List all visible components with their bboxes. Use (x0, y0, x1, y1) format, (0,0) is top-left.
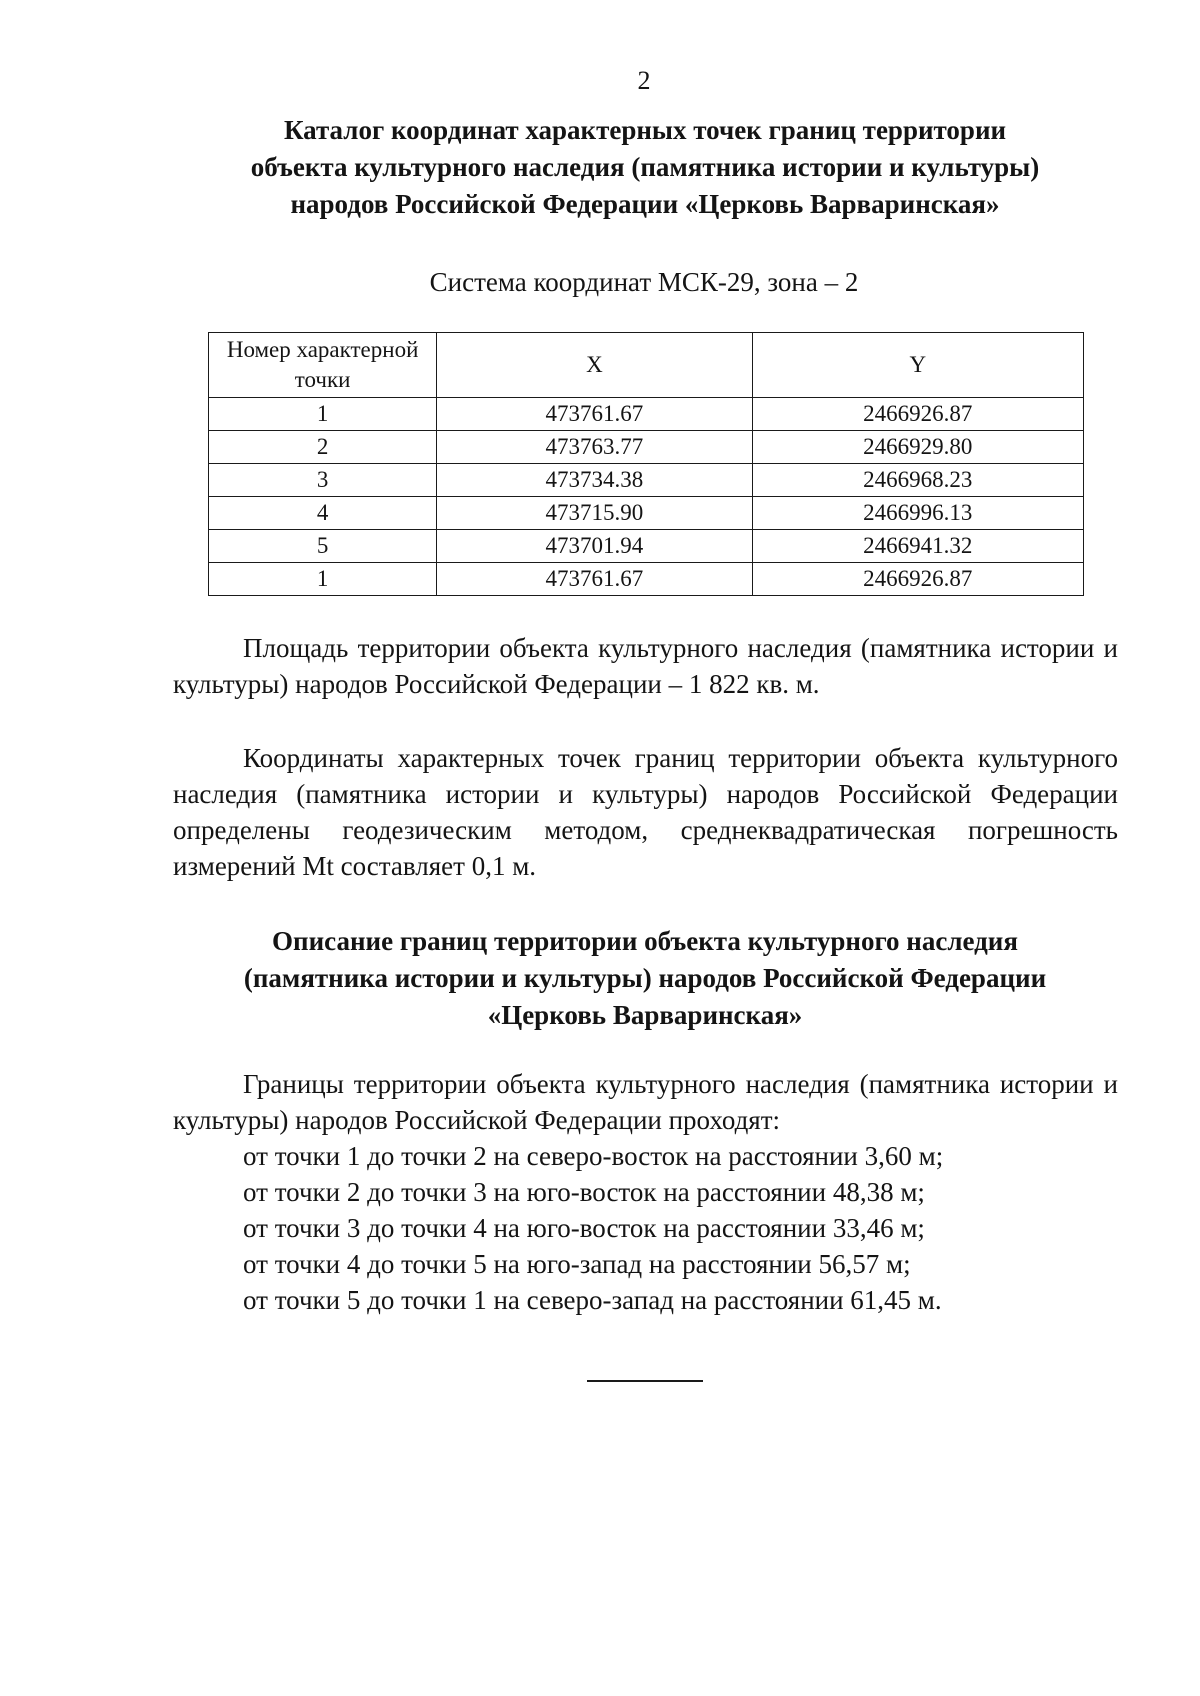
description-heading-line: Описание границ территории объекта культурного наследия (272, 926, 1018, 956)
header-y: Y (752, 333, 1083, 398)
cell-point: 2 (209, 431, 437, 464)
table-row (209, 563, 1084, 596)
cell-y: 2466926.87 (752, 563, 1083, 596)
cell-y: 2466968.23 (752, 464, 1083, 497)
description-heading-line: (памятника истории и культуры) народов Российской Федерации (243, 963, 1047, 993)
area-paragraph: Площадь территории объекта культурного наследия (памятника истории и культуры) народов Российской Федерации – 1 822 кв. м. (173, 633, 1118, 699)
cell-y: 2466996.13 (752, 497, 1083, 530)
catalog-heading-line: объекта культурного наследия (памятника истории и культуры) (250, 152, 1040, 182)
cell-x: 473715.90 (437, 497, 752, 530)
catalog-heading-line: Каталог координат характерных точек границ территории (283, 115, 1007, 145)
table-row (209, 398, 1084, 431)
list-item: от точки 3 до точки 4 на юго-восток на расстоянии 33,46 м; (243, 1213, 925, 1243)
table-row (209, 497, 1084, 530)
list-item: от точки 1 до точки 2 на северо-восток на расстоянии 3,60 м; (243, 1141, 944, 1171)
header-x: X (437, 333, 752, 398)
description-heading-line: «Церковь Варваринская» (487, 1000, 803, 1030)
cell-point: 1 (209, 398, 437, 431)
cell-point: 5 (209, 530, 437, 563)
boundary-segments-list (243, 1138, 943, 1318)
boundaries-intro: Границы территории объекта культурного наследия (памятника истории и культуры) народов Российской Федерации проходят: (173, 1069, 1118, 1135)
catalog-heading (150, 112, 1140, 223)
list-item: от точки 2 до точки 3 на юго-восток на расстоянии 48,38 м; (243, 1177, 925, 1207)
table-row (209, 431, 1084, 464)
table-row (209, 464, 1084, 497)
cell-y: 2466926.87 (752, 398, 1083, 431)
cell-x: 473734.38 (437, 464, 752, 497)
cell-point: 3 (209, 464, 437, 497)
cell-y: 2466929.80 (752, 431, 1083, 464)
table-header-row (209, 333, 1084, 398)
list-item: от точки 5 до точки 1 на северо-запад на расстоянии 61,45 м. (243, 1285, 942, 1315)
header-point-number: Номер характерной точки (209, 333, 437, 398)
cell-point: 4 (209, 497, 437, 530)
cell-x: 473761.67 (437, 563, 752, 596)
list-item: от точки 4 до точки 5 на юго-запад на расстоянии 56,57 м; (243, 1249, 911, 1279)
cell-point: 1 (209, 563, 437, 596)
cell-x: 473701.94 (437, 530, 752, 563)
coordinates-table (208, 332, 1084, 596)
cell-y: 2466941.32 (752, 530, 1083, 563)
page-number: 2 (637, 66, 651, 95)
description-heading (150, 923, 1140, 1034)
cell-x: 473761.67 (437, 398, 752, 431)
accuracy-paragraph: Координаты характерных точек границ территории объекта культурного наследия (памятника истории и культуры) народов Российской Федерации определены геодезическим методом, среднеквадратическая погрешность измерений Mt составляет 0,1 м. (173, 743, 1118, 881)
catalog-heading-line: народов Российской Федерации «Церковь Варваринская» (290, 189, 1000, 219)
table-row (209, 530, 1084, 563)
cell-x: 473763.77 (437, 431, 752, 464)
end-separator-line (587, 1380, 703, 1382)
coordinate-system-label: Система координат МСК-29, зона – 2 (429, 267, 859, 297)
